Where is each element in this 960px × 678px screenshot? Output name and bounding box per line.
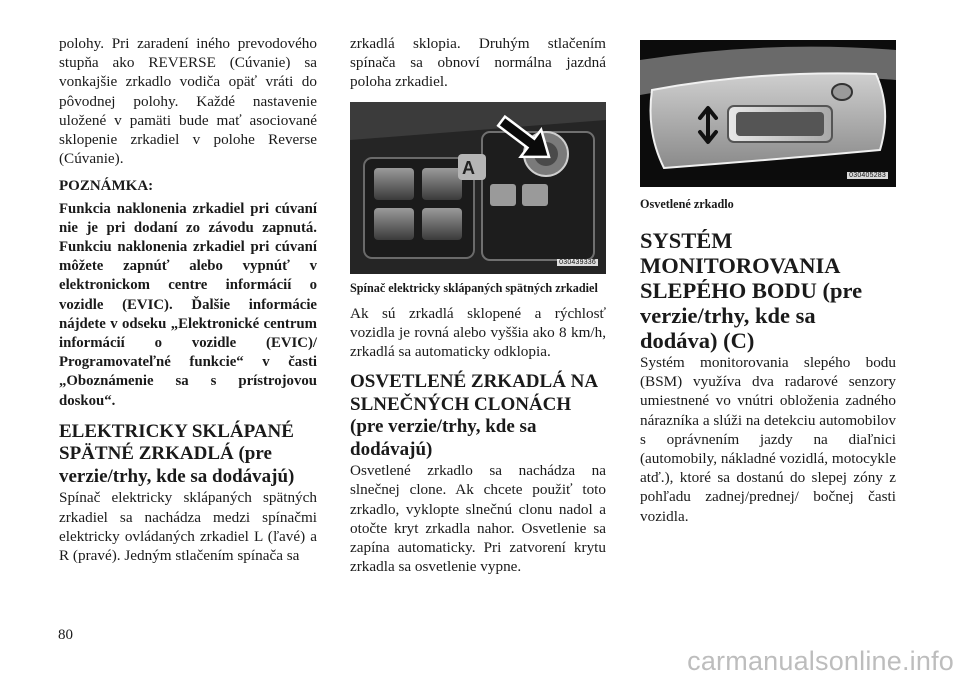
column-right	[640, 34, 896, 526]
svg-text:A: A	[462, 157, 475, 178]
note-label: POZNÁMKA:	[59, 178, 154, 195]
page-number: 80	[58, 627, 73, 643]
vanity-mirror-figure	[640, 40, 896, 187]
figure-id: 030405283	[849, 172, 886, 179]
figure-caption: Spínač elektricky sklápaných spätných zrkadiel	[350, 280, 598, 295]
figure-id: 030439336	[559, 258, 596, 266]
section-heading-power-fold-mirrors: ELEKTRICKY SKLÁPANÉ SPÄTNÉ ZRKADLÁ (pre verzie/trhy, kde sa dodávajú)	[59, 420, 295, 487]
power-fold-paragraph: Spínač elektricky sklápaných spätných zrkadiel sa nachádza medzi spínačmi elektricky ovládaných zrkadiel L (ľavé) a R (pravé). Jedným stlačením spínača sa	[59, 489, 317, 564]
vanity-mirror-paragraph: Osvetlené zrkadlo sa nachádza na slnečnej clone. Ak chcete použiť toto zrkadlo, vyklopte slnečnú clonu nadol a otočte kryt zrkadla nahor. Osvetlenie sa zapína automaticky. Pri zatvorení krytu zrkadla sa osvetlenie vypne.	[350, 462, 606, 576]
door-switch-panel-photo	[350, 102, 606, 274]
column-middle	[350, 34, 606, 576]
section-heading-vanity-mirrors: OSVETLENÉ ZRKADLÁ NA SLNEČNÝCH CLONÁCH (pre verzie/trhy, kde sa dodávajú)	[350, 371, 598, 460]
continuation-paragraph: zrkadlá sklopia. Druhým stlačením spínača sa obnoví normálna jazdná poloha zrkadiel.	[350, 35, 606, 91]
watermark: carmanualsonline.info	[687, 646, 954, 676]
blind-spot-paragraph: Systém monitorovania slepého bodu (BSM) využíva dva radarové senzory umiestnené vo vnútri obloženia zadného nárazníka a slúži na detekciu automobilov s oprávnením jazdy na diaľnici (automobily, nákladné vozidlá, motocykle atď.), ktoré sa dostanú do slepej zóny z pohľadu zadnej/prednej/ bočnej časti vozidla.	[640, 354, 896, 525]
sun-visor-photo	[640, 40, 896, 187]
power-fold-switch-figure	[350, 102, 606, 274]
figure-caption: Osvetlené zrkadlo	[640, 197, 734, 211]
note-text: Funkcia naklonenia zrkadiel pri cúvaní nie je pri dodaní zo závodu zapnutá. Funkciu naklonenia zrkadiel pri cúvaní môžete zapnúť alebo vypnúť v elektronickom centre informácií o vozidle (EVIC). Ďalšie informácie nájdete v odseku „Elektronické centrum informácií o vozidle (EVIC)/ Programovateľné funkcie“ v časti „Oboznámenie sa s prístrojovou doskou“.	[59, 200, 317, 409]
auto-unfold-paragraph: Ak sú zrkadlá sklopené a rýchlosť vozidla je rovná alebo vyššia ako 8 km/h, zrkadlá sa automaticky odklopia.	[350, 304, 606, 361]
intro-paragraph: polohy. Pri zaradení iného prevodového stupňa ako REVERSE (Cúvanie) sa vonkajšie zrkadlo vodiča opäť vráti do pôvodnej polohy. Každé nastavenie uložené v pamäti bude mať asociované sklopenie zrkadiel v polohe Reverse (Cúvanie).	[59, 35, 317, 168]
column-left	[59, 34, 317, 565]
section-heading-blind-spot-monitoring: SYSTÉM MONITOROVANIA SLEPÉHO BODU (pre verzie/trhy, kde sa dodáva) (C)	[640, 228, 863, 353]
